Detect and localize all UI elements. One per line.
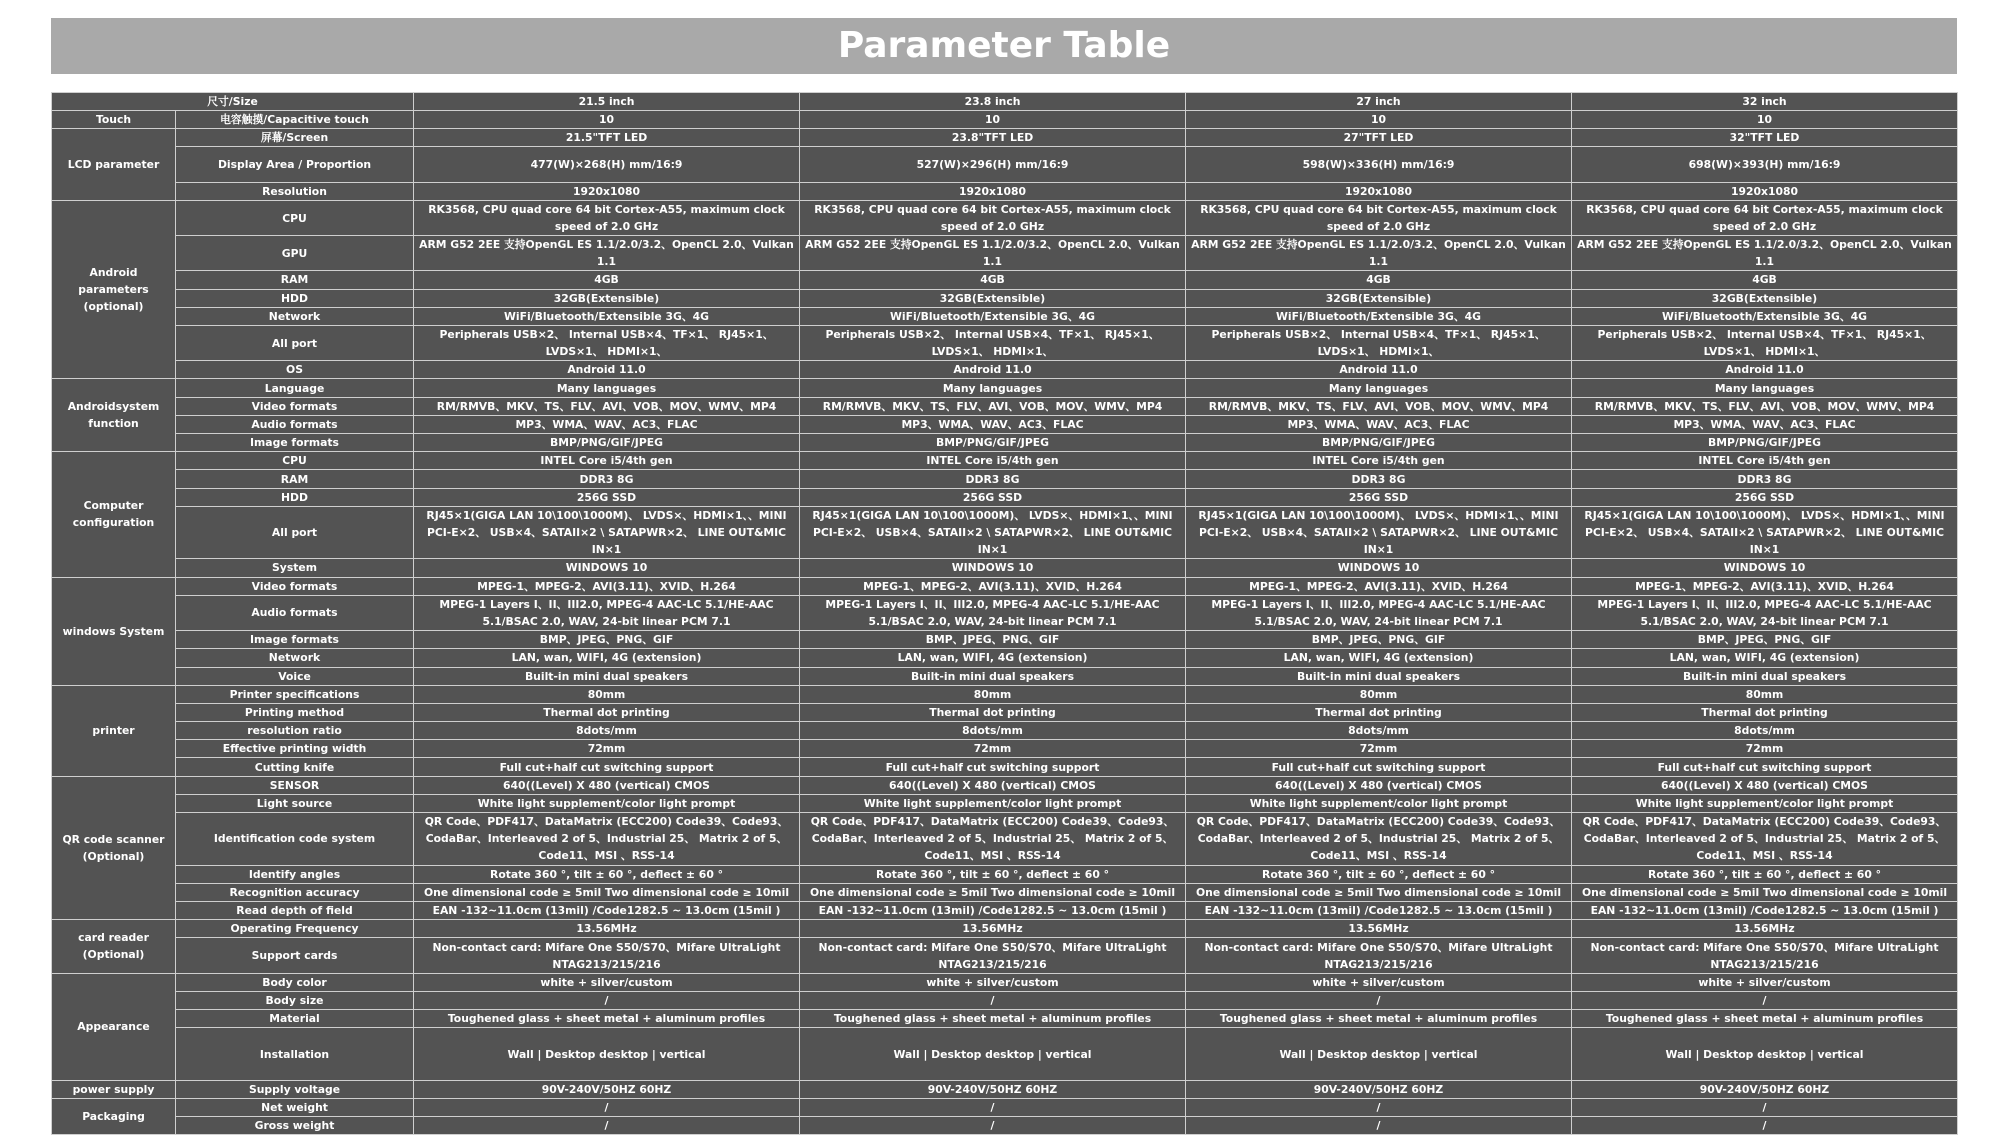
parameter-value: RK3568, CPU quad core 64 bit Cortex-A55, maximum clock speed of 2.0 GHz xyxy=(414,200,800,235)
parameter-value: / xyxy=(1572,1099,1958,1117)
group-label: Packaging xyxy=(52,1099,176,1135)
table-row xyxy=(52,434,1958,452)
group-label: Appearance xyxy=(52,973,176,1080)
parameter-value: Rotate 360 °, tilt ± 60 °, deflect ± 60 ° xyxy=(1572,865,1958,883)
parameter-value: / xyxy=(414,1117,800,1135)
parameter-label: HDD xyxy=(176,289,414,307)
parameter-value: One dimensional code ≥ 5mil Two dimensional code ≥ 10mil xyxy=(1572,883,1958,901)
parameter-value: WINDOWS 10 xyxy=(1186,559,1572,577)
table-row xyxy=(52,938,1958,973)
parameter-value: 598(W)×336(H) mm/16:9 xyxy=(1186,147,1572,182)
parameter-value: DDR3 8G xyxy=(1572,470,1958,488)
table-row xyxy=(52,506,1958,559)
parameter-value: 8dots/mm xyxy=(1572,722,1958,740)
parameter-value: LAN, wan, WIFI, 4G (extension) xyxy=(800,649,1186,667)
parameter-value: / xyxy=(414,991,800,1009)
parameter-value: Android 11.0 xyxy=(1186,361,1572,379)
parameter-value: 72mm xyxy=(1186,740,1572,758)
parameter-label: Resolution xyxy=(176,182,414,200)
parameter-value: BMP、JPEG、PNG、GIF xyxy=(1186,631,1572,649)
parameter-value: 90V-240V/50HZ 60HZ xyxy=(800,1080,1186,1098)
parameter-value: / xyxy=(1186,1099,1572,1117)
parameter-label: Net weight xyxy=(176,1099,414,1117)
parameter-value: 13.56MHz xyxy=(800,920,1186,938)
table-row xyxy=(52,649,1958,667)
parameter-value: 90V-240V/50HZ 60HZ xyxy=(1186,1080,1572,1098)
parameter-value: 527(W)×296(H) mm/16:9 xyxy=(800,147,1186,182)
model-header: 23.8 inch xyxy=(800,93,1186,111)
parameter-value: 256G SSD xyxy=(800,488,1186,506)
parameter-value: 8dots/mm xyxy=(414,722,800,740)
parameter-value: 80mm xyxy=(414,685,800,703)
parameter-value: ARM G52 2EE 支持OpenGL ES 1.1/2.0/3.2、OpenCL 2.0、Vulkan 1.1 xyxy=(1572,236,1958,271)
parameter-value: Built-in mini dual speakers xyxy=(414,667,800,685)
group-label: card reader (Optional) xyxy=(52,920,176,974)
parameter-value: MPEG-1、MPEG-2、AVI(3.11)、XVID、H.264 xyxy=(800,577,1186,595)
parameter-value: Non-contact card: Mifare One S50/S70、Mifare UltraLight NTAG213/215/216 xyxy=(414,938,800,973)
table-row xyxy=(52,722,1958,740)
parameter-value: Wall | Desktop desktop | vertical xyxy=(1186,1028,1572,1081)
parameter-value: 640((Level) X 480 (vertical) CMOS xyxy=(800,776,1186,794)
table-header-row xyxy=(52,93,1958,111)
parameter-label: System xyxy=(176,559,414,577)
parameter-value: RM/RMVB、MKV、TS、FLV、AVI、VOB、MOV、WMV、MP4 xyxy=(414,397,800,415)
parameter-label: Body size xyxy=(176,991,414,1009)
parameter-label: Effective printing width xyxy=(176,740,414,758)
parameter-value: RK3568, CPU quad core 64 bit Cortex-A55, maximum clock speed of 2.0 GHz xyxy=(1572,200,1958,235)
parameter-label: Identification code system xyxy=(176,813,414,866)
parameter-value: Toughened glass + sheet metal + aluminum profiles xyxy=(800,1010,1186,1028)
table-row xyxy=(52,147,1958,182)
group-label: Android parameters (optional) xyxy=(52,200,176,379)
parameter-value: 72mm xyxy=(414,740,800,758)
group-label: LCD parameter xyxy=(52,129,176,201)
parameter-label: Light source xyxy=(176,794,414,812)
parameter-value: Android 11.0 xyxy=(414,361,800,379)
parameter-value: ARM G52 2EE 支持OpenGL ES 1.1/2.0/3.2、OpenCL 2.0、Vulkan 1.1 xyxy=(1186,236,1572,271)
parameter-value: 10 xyxy=(1572,111,1958,129)
parameter-value: white + silver/custom xyxy=(414,973,800,991)
table-row xyxy=(52,397,1958,415)
table-row xyxy=(52,200,1958,235)
parameter-value: One dimensional code ≥ 5mil Two dimensional code ≥ 10mil xyxy=(1186,883,1572,901)
parameter-label: Image formats xyxy=(176,631,414,649)
parameter-value: QR Code、PDF417、DataMatrix (ECC200) Code39、Code93、CodaBar、Interleaved 2 of 5、Industrial 25、 Matrix 2 of 5、Code11、MSI 、RSS-14 xyxy=(1186,813,1572,866)
table-row xyxy=(52,271,1958,289)
table-row xyxy=(52,289,1958,307)
table-row xyxy=(52,883,1958,901)
table-row xyxy=(52,667,1958,685)
parameter-value: 13.56MHz xyxy=(414,920,800,938)
parameter-value: 1920x1080 xyxy=(414,182,800,200)
parameter-label: All port xyxy=(176,325,414,360)
parameter-value: white + silver/custom xyxy=(800,973,1186,991)
parameter-value: BMP、JPEG、PNG、GIF xyxy=(414,631,800,649)
parameter-value: Many languages xyxy=(414,379,800,397)
parameter-value: Thermal dot printing xyxy=(800,703,1186,721)
parameter-value: / xyxy=(414,1099,800,1117)
table-row xyxy=(52,307,1958,325)
table-row xyxy=(52,182,1958,200)
parameter-value: INTEL Core i5/4th gen xyxy=(1186,452,1572,470)
parameter-value: Toughened glass + sheet metal + aluminum profiles xyxy=(414,1010,800,1028)
parameter-value: BMP/PNG/GIF/JPEG xyxy=(414,434,800,452)
parameter-label: Image formats xyxy=(176,434,414,452)
parameter-value: White light supplement/color light prompt xyxy=(800,794,1186,812)
group-label: Touch xyxy=(52,111,176,129)
parameter-value: Rotate 360 °, tilt ± 60 °, deflect ± 60 ° xyxy=(414,865,800,883)
parameter-value: 80mm xyxy=(1572,685,1958,703)
parameter-value: WiFi/Bluetooth/Extensible 3G、4G xyxy=(800,307,1186,325)
parameter-value: RK3568, CPU quad core 64 bit Cortex-A55, maximum clock speed of 2.0 GHz xyxy=(800,200,1186,235)
parameter-label: Body color xyxy=(176,973,414,991)
model-header: 27 inch xyxy=(1186,93,1572,111)
parameter-value: Wall | Desktop desktop | vertical xyxy=(414,1028,800,1081)
parameter-value: INTEL Core i5/4th gen xyxy=(1572,452,1958,470)
parameter-label: Video formats xyxy=(176,397,414,415)
parameter-label: RAM xyxy=(176,271,414,289)
parameter-value: DDR3 8G xyxy=(800,470,1186,488)
table-row xyxy=(52,973,1958,991)
parameter-value: Full cut+half cut switching support xyxy=(1186,758,1572,776)
parameter-value: Non-contact card: Mifare One S50/S70、Mifare UltraLight NTAG213/215/216 xyxy=(1572,938,1958,973)
group-label: QR code scanner (Optional) xyxy=(52,776,176,920)
table-row xyxy=(52,1117,1958,1135)
parameter-value: 640((Level) X 480 (vertical) CMOS xyxy=(1186,776,1572,794)
parameter-value: 640((Level) X 480 (vertical) CMOS xyxy=(414,776,800,794)
table-row xyxy=(52,379,1958,397)
table-row xyxy=(52,325,1958,360)
parameter-value: 10 xyxy=(414,111,800,129)
parameter-value: WiFi/Bluetooth/Extensible 3G、4G xyxy=(414,307,800,325)
parameter-value: Peripherals USB×2、 Internal USB×4、TF×1、 RJ45×1、 LVDS×1、 HDMI×1、 xyxy=(800,325,1186,360)
parameter-value: MPEG-1、MPEG-2、AVI(3.11)、XVID、H.264 xyxy=(414,577,800,595)
table-row xyxy=(52,758,1958,776)
parameter-value: LAN, wan, WIFI, 4G (extension) xyxy=(414,649,800,667)
parameter-table xyxy=(51,92,1958,1135)
parameter-value: 90V-240V/50HZ 60HZ xyxy=(414,1080,800,1098)
parameter-label: resolution ratio xyxy=(176,722,414,740)
parameter-value: 4GB xyxy=(1572,271,1958,289)
parameter-value: 80mm xyxy=(1186,685,1572,703)
parameter-value: MPEG-1 Layers I、II、III2.0, MPEG-4 AAC-LC 5.1/HE-AAC 5.1/BSAC 2.0, WAV, 24-bit linear PCM 7.1 xyxy=(1572,595,1958,630)
page-title: Parameter Table xyxy=(51,18,1957,74)
parameter-value: Non-contact card: Mifare One S50/S70、Mifare UltraLight NTAG213/215/216 xyxy=(800,938,1186,973)
parameter-label: Material xyxy=(176,1010,414,1028)
parameter-value: QR Code、PDF417、DataMatrix (ECC200) Code39、Code93、CodaBar、Interleaved 2 of 5、Industrial 25、 Matrix 2 of 5、Code11、MSI 、RSS-14 xyxy=(800,813,1186,866)
parameter-value: QR Code、PDF417、DataMatrix (ECC200) Code39、Code93、CodaBar、Interleaved 2 of 5、Industrial 25、 Matrix 2 of 5、Code11、MSI 、RSS-14 xyxy=(1572,813,1958,866)
table-row xyxy=(52,1080,1958,1098)
group-label: windows System xyxy=(52,577,176,685)
parameter-value: White light supplement/color light prompt xyxy=(1186,794,1572,812)
parameter-label: Operating Frequency xyxy=(176,920,414,938)
parameter-value: 8dots/mm xyxy=(800,722,1186,740)
parameter-value: 32GB(Extensible) xyxy=(1186,289,1572,307)
parameter-value: One dimensional code ≥ 5mil Two dimensional code ≥ 10mil xyxy=(414,883,800,901)
group-label: printer xyxy=(52,685,176,776)
parameter-value: MPEG-1、MPEG-2、AVI(3.11)、XVID、H.264 xyxy=(1572,577,1958,595)
parameter-value: 13.56MHz xyxy=(1572,920,1958,938)
parameter-label: HDD xyxy=(176,488,414,506)
parameter-label: CPU xyxy=(176,200,414,235)
parameter-value: / xyxy=(1186,991,1572,1009)
parameter-value: EAN -132~11.0cm (13mil) /Code1282.5 ~ 13.0cm (15mil ) xyxy=(1186,902,1572,920)
parameter-label: Supply voltage xyxy=(176,1080,414,1098)
model-header: 21.5 inch xyxy=(414,93,800,111)
parameter-table-body xyxy=(52,93,1958,1135)
parameter-value: One dimensional code ≥ 5mil Two dimensional code ≥ 10mil xyxy=(800,883,1186,901)
parameter-value: Built-in mini dual speakers xyxy=(1186,667,1572,685)
table-row xyxy=(52,488,1958,506)
parameter-value: EAN -132~11.0cm (13mil) /Code1282.5 ~ 13.0cm (15mil ) xyxy=(800,902,1186,920)
parameter-value: LAN, wan, WIFI, 4G (extension) xyxy=(1572,649,1958,667)
table-row xyxy=(52,865,1958,883)
table-row xyxy=(52,1099,1958,1117)
table-row xyxy=(52,236,1958,271)
parameter-value: 72mm xyxy=(800,740,1186,758)
parameter-value: 4GB xyxy=(800,271,1186,289)
parameter-value: WiFi/Bluetooth/Extensible 3G、4G xyxy=(1186,307,1572,325)
parameter-label: Support cards xyxy=(176,938,414,973)
parameter-label: All port xyxy=(176,506,414,559)
table-row xyxy=(52,361,1958,379)
parameter-value: WINDOWS 10 xyxy=(800,559,1186,577)
parameter-value: Toughened glass + sheet metal + aluminum profiles xyxy=(1572,1010,1958,1028)
parameter-value: Android 11.0 xyxy=(1572,361,1958,379)
parameter-value: EAN -132~11.0cm (13mil) /Code1282.5 ~ 13.0cm (15mil ) xyxy=(1572,902,1958,920)
parameter-label: CPU xyxy=(176,452,414,470)
parameter-value: Peripherals USB×2、 Internal USB×4、TF×1、 RJ45×1、 LVDS×1、 HDMI×1、 xyxy=(1186,325,1572,360)
parameter-value: RJ45×1(GIGA LAN 10\100\1000M)、 LVDS×、HDMI×1、、MINI PCI-E×2、 USB×4、SATAII×2 \ SATAPWR×2、 LINE OUT&MIC IN×1 xyxy=(800,506,1186,559)
parameter-value: White light supplement/color light prompt xyxy=(1572,794,1958,812)
parameter-label: Identify angles xyxy=(176,865,414,883)
parameter-value: DDR3 8G xyxy=(414,470,800,488)
parameter-label: Language xyxy=(176,379,414,397)
parameter-value: 640((Level) X 480 (vertical) CMOS xyxy=(1572,776,1958,794)
parameter-value: Many languages xyxy=(1572,379,1958,397)
parameter-value: WiFi/Bluetooth/Extensible 3G、4G xyxy=(1572,307,1958,325)
table-row xyxy=(52,794,1958,812)
parameter-value: 8dots/mm xyxy=(1186,722,1572,740)
table-row xyxy=(52,595,1958,630)
table-row xyxy=(52,703,1958,721)
size-header: 尺寸/Size xyxy=(52,93,414,111)
parameter-label: Read depth of field xyxy=(176,902,414,920)
parameter-label: 屏幕/Screen xyxy=(176,129,414,147)
parameter-value: 4GB xyxy=(1186,271,1572,289)
parameter-value: 32"TFT LED xyxy=(1572,129,1958,147)
parameter-value: MPEG-1、MPEG-2、AVI(3.11)、XVID、H.264 xyxy=(1186,577,1572,595)
parameter-value: Wall | Desktop desktop | vertical xyxy=(1572,1028,1958,1081)
parameter-value: Full cut+half cut switching support xyxy=(800,758,1186,776)
table-row xyxy=(52,1010,1958,1028)
parameter-label: OS xyxy=(176,361,414,379)
parameter-value: / xyxy=(1186,1117,1572,1135)
table-row xyxy=(52,813,1958,866)
parameter-value: / xyxy=(800,991,1186,1009)
parameter-value: White light supplement/color light prompt xyxy=(414,794,800,812)
parameter-value: / xyxy=(800,1099,1186,1117)
parameter-value: BMP/PNG/GIF/JPEG xyxy=(800,434,1186,452)
parameter-value: LAN, wan, WIFI, 4G (extension) xyxy=(1186,649,1572,667)
parameter-value: MP3、WMA、WAV、AC3、FLAC xyxy=(800,415,1186,433)
parameter-value: MP3、WMA、WAV、AC3、FLAC xyxy=(1572,415,1958,433)
parameter-value: ARM G52 2EE 支持OpenGL ES 1.1/2.0/3.2、OpenCL 2.0、Vulkan 1.1 xyxy=(414,236,800,271)
table-row xyxy=(52,559,1958,577)
table-row xyxy=(52,902,1958,920)
parameter-value: MP3、WMA、WAV、AC3、FLAC xyxy=(414,415,800,433)
parameter-label: Audio formats xyxy=(176,595,414,630)
parameter-value: 256G SSD xyxy=(1572,488,1958,506)
parameter-value: Rotate 360 °, tilt ± 60 °, deflect ± 60 ° xyxy=(1186,865,1572,883)
model-header: 32 inch xyxy=(1572,93,1958,111)
parameter-value: WINDOWS 10 xyxy=(414,559,800,577)
parameter-value: 4GB xyxy=(414,271,800,289)
parameter-label: 电容触摸/Capacitive touch xyxy=(176,111,414,129)
parameter-value: 32GB(Extensible) xyxy=(800,289,1186,307)
parameter-value: Wall | Desktop desktop | vertical xyxy=(800,1028,1186,1081)
group-label: Computer configuration xyxy=(52,452,176,577)
parameter-value: Toughened glass + sheet metal + aluminum profiles xyxy=(1186,1010,1572,1028)
parameter-value: RM/RMVB、MKV、TS、FLV、AVI、VOB、MOV、WMV、MP4 xyxy=(800,397,1186,415)
parameter-value: BMP、JPEG、PNG、GIF xyxy=(1572,631,1958,649)
parameter-value: Thermal dot printing xyxy=(414,703,800,721)
parameter-value: Many languages xyxy=(800,379,1186,397)
table-row xyxy=(52,685,1958,703)
parameter-value: BMP/PNG/GIF/JPEG xyxy=(1186,434,1572,452)
parameter-value: Thermal dot printing xyxy=(1186,703,1572,721)
parameter-value: MPEG-1 Layers I、II、III2.0, MPEG-4 AAC-LC 5.1/HE-AAC 5.1/BSAC 2.0, WAV, 24-bit linear PCM 7.1 xyxy=(800,595,1186,630)
parameter-value: MPEG-1 Layers I、II、III2.0, MPEG-4 AAC-LC 5.1/HE-AAC 5.1/BSAC 2.0, WAV, 24-bit linear PCM 7.1 xyxy=(1186,595,1572,630)
parameter-value: / xyxy=(1572,1117,1958,1135)
parameter-value: RJ45×1(GIGA LAN 10\100\1000M)、 LVDS×、HDMI×1、、MINI PCI-E×2、 USB×4、SATAII×2 \ SATAPWR×2、 LINE OUT&MIC IN×1 xyxy=(1572,506,1958,559)
parameter-value: 13.56MHz xyxy=(1186,920,1572,938)
parameter-value: / xyxy=(800,1117,1186,1135)
table-row xyxy=(52,991,1958,1009)
parameter-value: white + silver/custom xyxy=(1572,973,1958,991)
parameter-value: EAN -132~11.0cm (13mil) /Code1282.5 ~ 13.0cm (15mil ) xyxy=(414,902,800,920)
parameter-value: QR Code、PDF417、DataMatrix (ECC200) Code39、Code93、CodaBar、Interleaved 2 of 5、Industrial 25、 Matrix 2 of 5、Code11、MSI 、RSS-14 xyxy=(414,813,800,866)
table-row xyxy=(52,920,1958,938)
parameter-value: Peripherals USB×2、 Internal USB×4、TF×1、 RJ45×1、 LVDS×1、 HDMI×1、 xyxy=(414,325,800,360)
parameter-value: RM/RMVB、MKV、TS、FLV、AVI、VOB、MOV、WMV、MP4 xyxy=(1572,397,1958,415)
parameter-label: GPU xyxy=(176,236,414,271)
parameter-value: 80mm xyxy=(800,685,1186,703)
parameter-value: INTEL Core i5/4th gen xyxy=(414,452,800,470)
parameter-value: 1920x1080 xyxy=(1572,182,1958,200)
parameter-label: Network xyxy=(176,307,414,325)
parameter-value: / xyxy=(1572,991,1958,1009)
parameter-value: Built-in mini dual speakers xyxy=(1572,667,1958,685)
parameter-label: Installation xyxy=(176,1028,414,1081)
parameter-label: Printer specifications xyxy=(176,685,414,703)
parameter-value: 1920x1080 xyxy=(1186,182,1572,200)
parameter-value: Thermal dot printing xyxy=(1572,703,1958,721)
group-label: Androidsystem function xyxy=(52,379,176,452)
parameter-value: Android 11.0 xyxy=(800,361,1186,379)
table-row xyxy=(52,740,1958,758)
parameter-label: Display Area / Proportion xyxy=(176,147,414,182)
parameter-value: Rotate 360 °, tilt ± 60 °, deflect ± 60 ° xyxy=(800,865,1186,883)
table-row xyxy=(52,577,1958,595)
parameter-label: Audio formats xyxy=(176,415,414,433)
table-row xyxy=(52,470,1958,488)
parameter-value: RM/RMVB、MKV、TS、FLV、AVI、VOB、MOV、WMV、MP4 xyxy=(1186,397,1572,415)
parameter-label: Voice xyxy=(176,667,414,685)
parameter-label: SENSOR xyxy=(176,776,414,794)
parameter-label: Printing method xyxy=(176,703,414,721)
parameter-value: BMP/PNG/GIF/JPEG xyxy=(1572,434,1958,452)
parameter-value: RK3568, CPU quad core 64 bit Cortex-A55, maximum clock speed of 2.0 GHz xyxy=(1186,200,1572,235)
parameter-label: Video formats xyxy=(176,577,414,595)
parameter-value: Full cut+half cut switching support xyxy=(414,758,800,776)
parameter-value: 32GB(Extensible) xyxy=(1572,289,1958,307)
parameter-value: 256G SSD xyxy=(414,488,800,506)
parameter-value: DDR3 8G xyxy=(1186,470,1572,488)
table-row xyxy=(52,129,1958,147)
table-row xyxy=(52,631,1958,649)
table-row xyxy=(52,111,1958,129)
parameter-value: 23.8"TFT LED xyxy=(800,129,1186,147)
parameter-value: MPEG-1 Layers I、II、III2.0, MPEG-4 AAC-LC 5.1/HE-AAC 5.1/BSAC 2.0, WAV, 24-bit linear PCM 7.1 xyxy=(414,595,800,630)
parameter-label: Gross weight xyxy=(176,1117,414,1135)
parameter-value: WINDOWS 10 xyxy=(1572,559,1958,577)
parameter-value: RJ45×1(GIGA LAN 10\100\1000M)、 LVDS×、HDMI×1、、MINI PCI-E×2、 USB×4、SATAII×2 \ SATAPWR×2、 LINE OUT&MIC IN×1 xyxy=(414,506,800,559)
parameter-value: Peripherals USB×2、 Internal USB×4、TF×1、 RJ45×1、 LVDS×1、 HDMI×1、 xyxy=(1572,325,1958,360)
parameter-value: 27"TFT LED xyxy=(1186,129,1572,147)
parameter-value: 10 xyxy=(800,111,1186,129)
parameter-value: 477(W)×268(H) mm/16:9 xyxy=(414,147,800,182)
parameter-value: 90V-240V/50HZ 60HZ xyxy=(1572,1080,1958,1098)
parameter-label: Cutting knife xyxy=(176,758,414,776)
parameter-value: 72mm xyxy=(1572,740,1958,758)
parameter-value: ARM G52 2EE 支持OpenGL ES 1.1/2.0/3.2、OpenCL 2.0、Vulkan 1.1 xyxy=(800,236,1186,271)
parameter-value: Full cut+half cut switching support xyxy=(1572,758,1958,776)
parameter-value: 21.5"TFT LED xyxy=(414,129,800,147)
parameter-value: BMP、JPEG、PNG、GIF xyxy=(800,631,1186,649)
parameter-value: 1920x1080 xyxy=(800,182,1186,200)
table-row xyxy=(52,415,1958,433)
table-row xyxy=(52,452,1958,470)
parameter-value: 32GB(Extensible) xyxy=(414,289,800,307)
parameter-label: Recognition accuracy xyxy=(176,883,414,901)
table-row xyxy=(52,1028,1958,1081)
parameter-value: Built-in mini dual speakers xyxy=(800,667,1186,685)
parameter-value: white + silver/custom xyxy=(1186,973,1572,991)
parameter-value: Non-contact card: Mifare One S50/S70、Mifare UltraLight NTAG213/215/216 xyxy=(1186,938,1572,973)
parameter-value: RJ45×1(GIGA LAN 10\100\1000M)、 LVDS×、HDMI×1、、MINI PCI-E×2、 USB×4、SATAII×2 \ SATAPWR×2、 LINE OUT&MIC IN×1 xyxy=(1186,506,1572,559)
group-label: power supply xyxy=(52,1080,176,1098)
table-row xyxy=(52,776,1958,794)
parameter-label: Network xyxy=(176,649,414,667)
parameter-value: Many languages xyxy=(1186,379,1572,397)
parameter-label: RAM xyxy=(176,470,414,488)
parameter-value: MP3、WMA、WAV、AC3、FLAC xyxy=(1186,415,1572,433)
parameter-value: INTEL Core i5/4th gen xyxy=(800,452,1186,470)
parameter-value: 256G SSD xyxy=(1186,488,1572,506)
parameter-value: 698(W)×393(H) mm/16:9 xyxy=(1572,147,1958,182)
parameter-value: 10 xyxy=(1186,111,1572,129)
